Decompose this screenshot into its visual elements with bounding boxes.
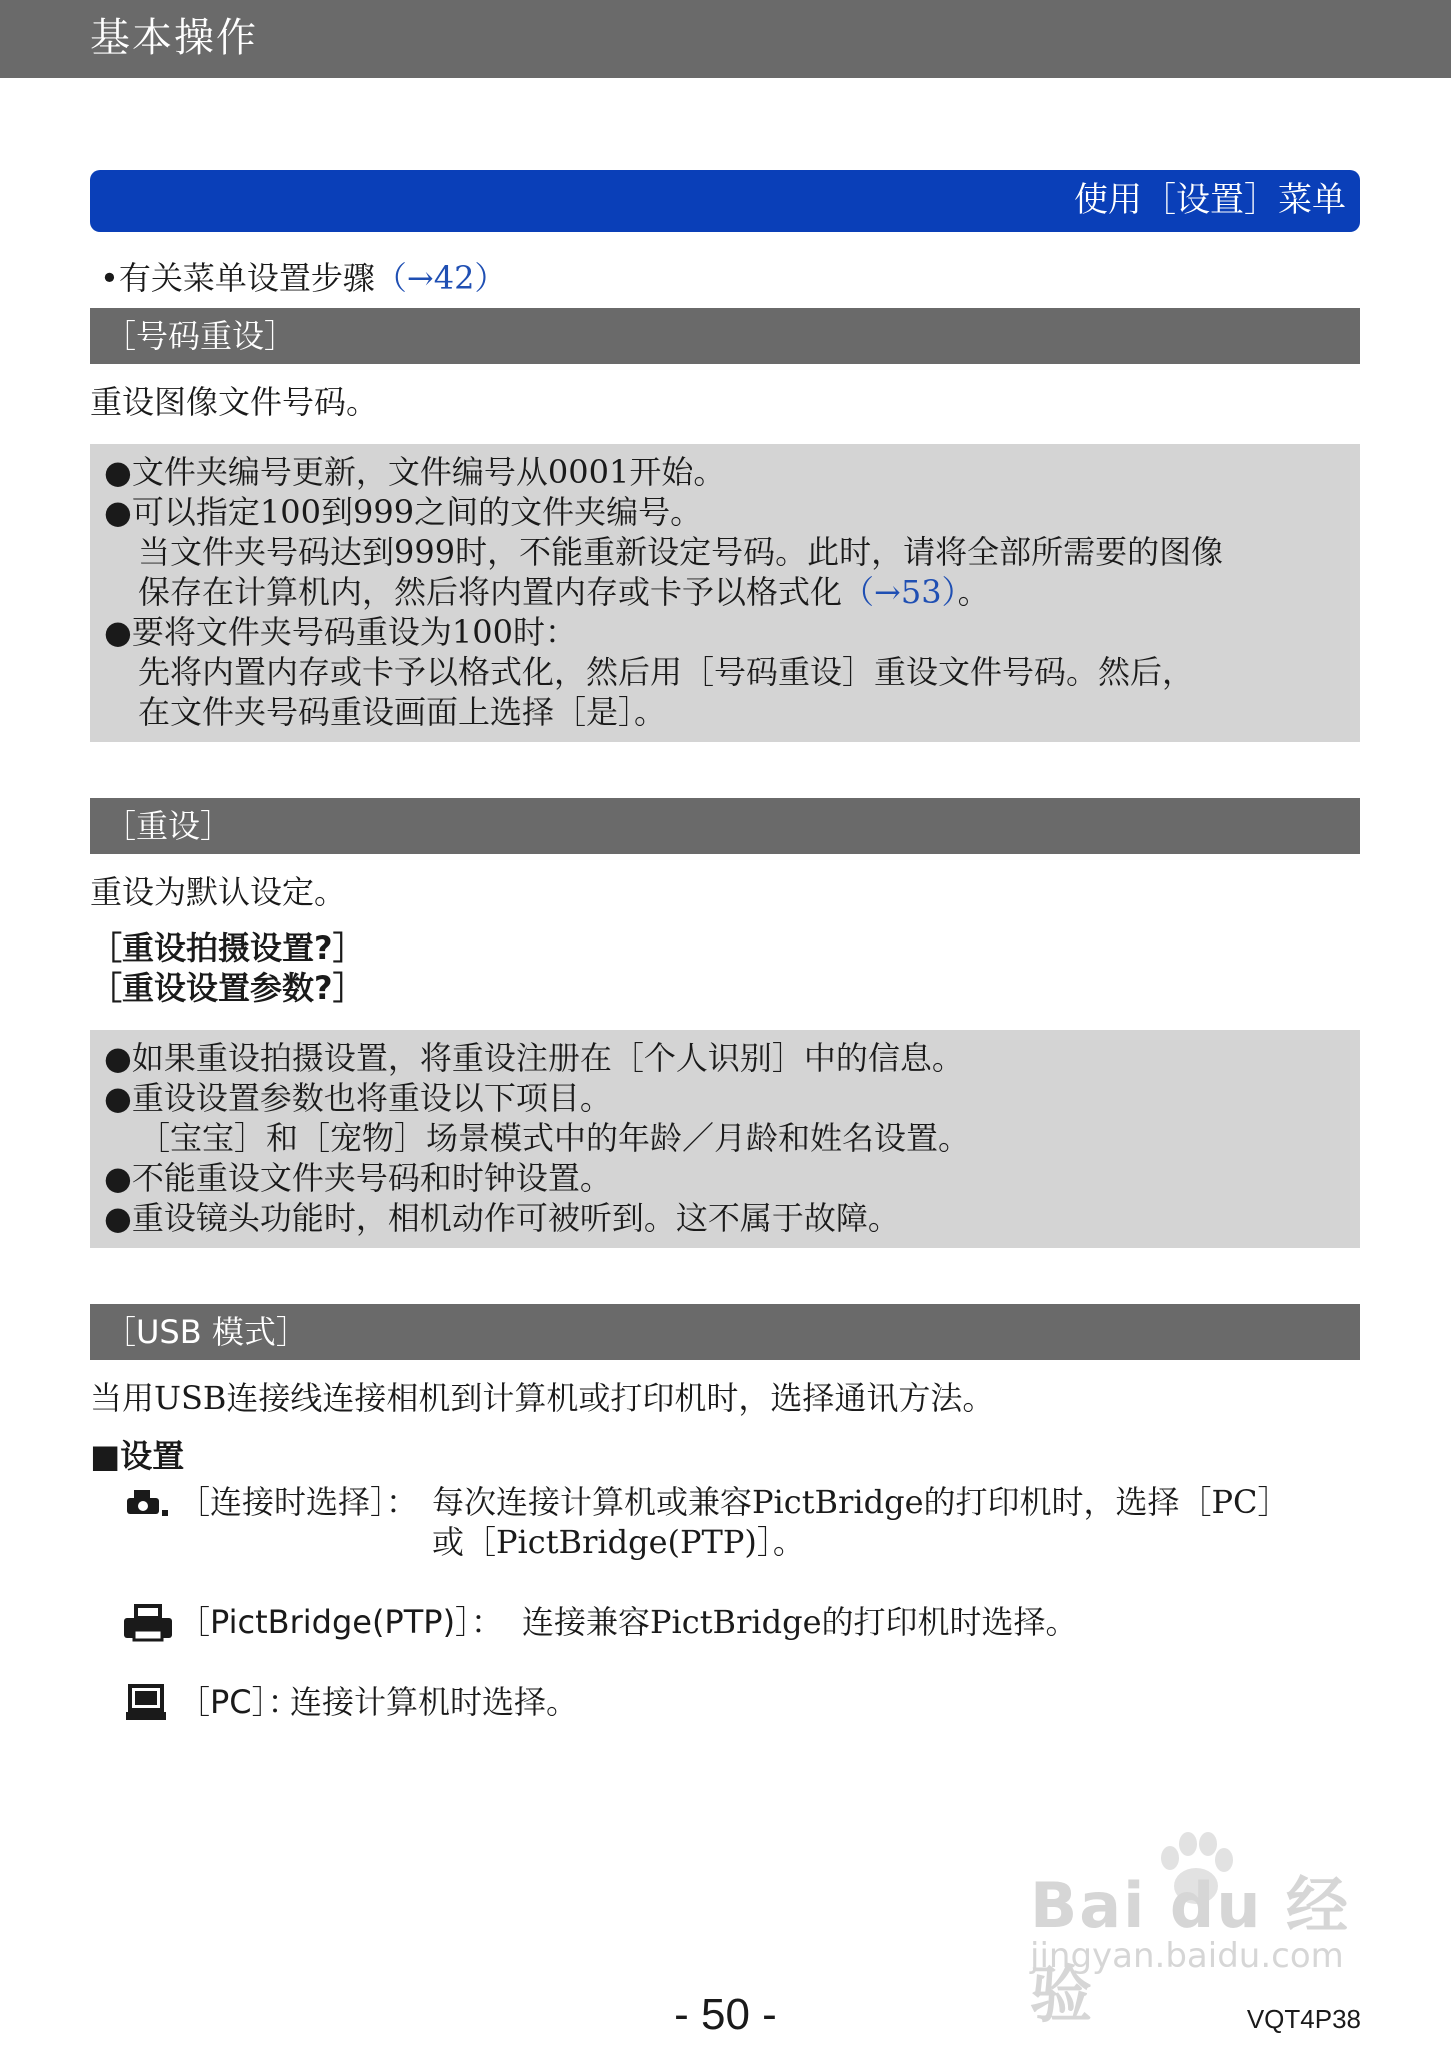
watermark-sub: jingyan.baidu.com	[1030, 1936, 1344, 1976]
intro-text: •有关菜单设置步骤	[100, 259, 375, 297]
note-line: ●重设镜头功能时，相机动作可被听到。这不属于故障。	[104, 1199, 900, 1237]
section-desc: 重设为默认设定。	[90, 873, 347, 911]
usb-item-label: ［连接时选择］：	[178, 1483, 419, 1521]
section-title: ［号码重设］	[104, 317, 297, 355]
intro-ref-link[interactable]: （→42）	[374, 259, 507, 297]
page-header	[0, 0, 1451, 78]
page-number: - 50 -	[674, 1990, 777, 2039]
page-title: 基本操作	[90, 15, 258, 61]
menu-banner	[90, 170, 1360, 232]
reset-option: ［重设拍摄设置?］	[90, 929, 365, 967]
note-line: ●文件夹编号更新，文件编号从0001开始。	[104, 453, 726, 491]
note-box-number-reset	[90, 444, 1360, 742]
note-line: ●可以指定100到999之间的文件夹编号。	[104, 493, 703, 531]
note-line	[138, 572, 990, 612]
banner-label: 使用［设置］菜单	[1074, 180, 1346, 220]
reset-option: ［重设设置参数?］	[90, 969, 365, 1007]
format-ref-link[interactable]: （→53）	[842, 573, 958, 611]
note-line: ●重设设置参数也将重设以下项目。	[104, 1079, 612, 1117]
section-header-number-reset	[90, 308, 1360, 364]
section-header-reset	[90, 798, 1360, 854]
usb-item-text: 每次连接计算机或兼容PictBridge的打印机时，选择［PC］	[432, 1483, 1290, 1521]
printer-icon	[122, 1604, 174, 1644]
note-box-reset	[90, 1030, 1360, 1248]
usb-item-text: 连接计算机时选择。	[290, 1683, 579, 1721]
note-text: 保存在计算机内，然后将内置内存或卡予以格式化	[138, 573, 843, 611]
section-title: ［重设］	[104, 807, 233, 845]
usb-item-label: ［PC］：	[178, 1683, 300, 1721]
section-desc: 当用USB连接线连接相机到计算机或打印机时，选择通讯方法。	[90, 1379, 995, 1417]
note-text: 。	[957, 573, 990, 611]
usb-item-label: ［PictBridge(PTP)］：	[178, 1603, 504, 1641]
watermark-main: Bai du 经验	[1030, 1869, 1351, 2031]
note-line: ●要将文件夹号码重设为100时：	[104, 613, 578, 651]
usb-item-text: 或［PictBridge(PTP)］。	[432, 1523, 805, 1561]
intro-line	[100, 258, 506, 298]
note-line: 当文件夹号码达到999时，不能重新设定号码。此时，请将全部所需要的图像	[138, 533, 1224, 571]
note-line: ●不能重设文件夹号码和时钟设置。	[104, 1159, 612, 1197]
section-header-usb-mode	[90, 1304, 1360, 1360]
computer-icon	[124, 1684, 168, 1722]
note-line: 在文件夹号码重设画面上选择［是］。	[138, 693, 667, 731]
section-title: ［USB 模式］	[104, 1313, 308, 1351]
section-desc: 重设图像文件号码。	[90, 383, 379, 421]
document-code: VQT4P38	[1246, 2004, 1361, 2034]
note-line: ［宝宝］和［宠物］场景模式中的年龄／月龄和姓名设置。	[138, 1119, 971, 1157]
usb-item-text: 连接兼容PictBridge的打印机时选择。	[522, 1603, 1078, 1641]
settings-label: ■设置	[90, 1437, 185, 1475]
note-line: ●如果重设拍摄设置，将重设注册在［个人识别］中的信息。	[104, 1039, 964, 1077]
connect-select-icon	[124, 1484, 174, 1522]
note-line: 先将内置内存或卡予以格式化，然后用［号码重设］重设文件号码。然后，	[138, 653, 1195, 691]
